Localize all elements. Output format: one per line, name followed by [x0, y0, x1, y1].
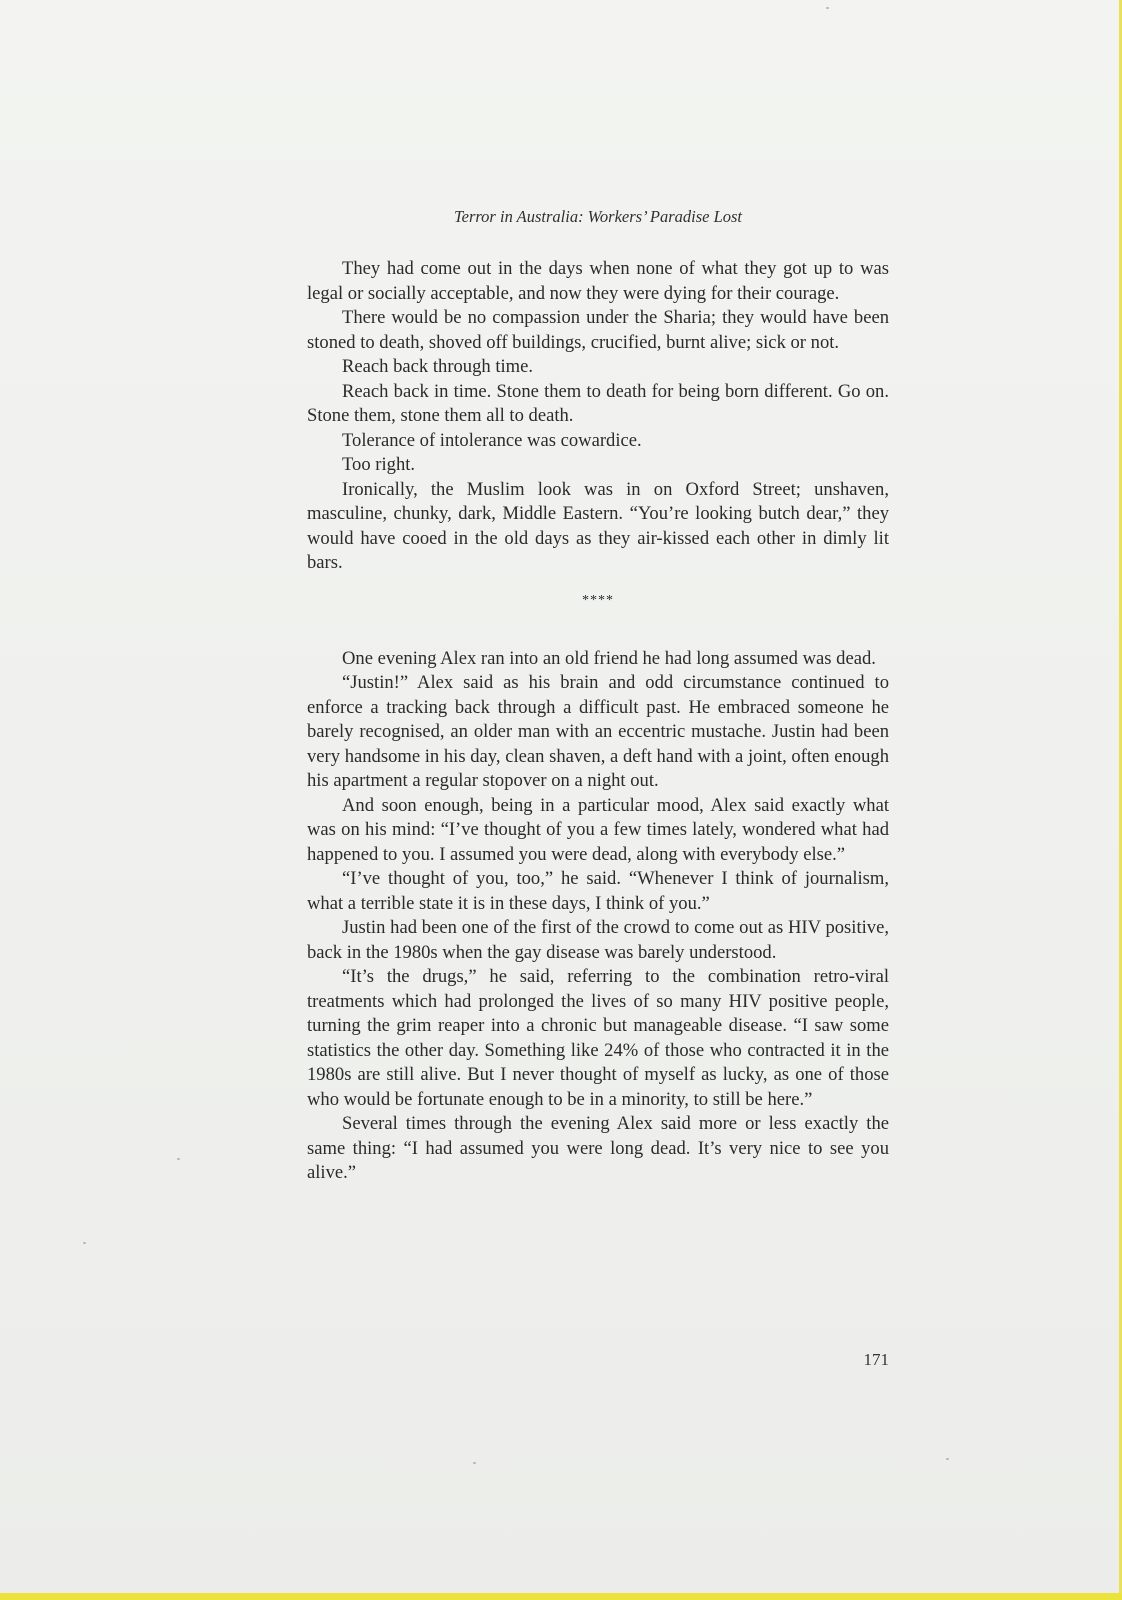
paper-speck: [826, 7, 829, 9]
paragraph: “Justin!” Alex said as his brain and odd circumstance continued to enforce a tracking back through a difficult past. He embraced someone he barely recognised, an older man with an eccentric mustache. Justin had been very handsome in his day, clean shaven, a deft hand with a joint, often enough his apartment a regular stopover on a night out.: [307, 672, 889, 791]
body-text: [307, 257, 889, 1186]
paragraph: Justin had been one of the first of the crowd to come out as HIV positive, back in the 1980s when the gay disease was barely understood.: [307, 917, 889, 963]
paper-speck: [177, 1158, 180, 1160]
paragraph: And soon enough, being in a particular mood, Alex said exactly what was on his mind: “I’ve thought of you a few times lately, wondered what had happened to you. I assumed you were dead, along with everybody else.”: [307, 794, 889, 865]
paper-speck: [473, 1462, 476, 1464]
paper-speck: [83, 1242, 86, 1244]
running-head: Terror in Australia: Workers’ Paradise Lost: [453, 207, 743, 226]
paragraph: Reach back through time.: [342, 356, 534, 377]
paper-speck: [946, 1458, 949, 1460]
paragraph: There would be no compassion under the Sharia; they would have been stoned to death, shoved off buildings, crucified, burnt alive; sick or not.: [307, 307, 889, 353]
paragraph: They had come out in the days when none of what they got up to was legal or socially acceptable, and now they were dying for their courage.: [307, 258, 889, 304]
paragraph: Ironically, the Muslim look was in on Oxford Street; unshaven, masculine, chunky, dark, Middle Eastern. “You’re looking butch dear,” they would have cooed in the old days as they air-kissed each other in dimly lit bars.: [307, 478, 889, 573]
paragraph: One evening Alex ran into an old friend he had long assumed was dead.: [342, 647, 876, 669]
paragraph: “I’ve thought of you, too,” he said. “Whenever I think of journalism, what a terrible state it is in these days, I think of you.”: [307, 868, 889, 914]
paragraph: Tolerance of intolerance was cowardice.: [342, 429, 642, 451]
paragraph: Reach back in time. Stone them to death for being born different. Go on. Stone them, stone them all to death.: [307, 380, 889, 426]
page-edge-bottom: [0, 1593, 1122, 1600]
paragraph: “It’s the drugs,” he said, referring to the combination retro-viral treatments which had prolonged the lives of so many HIV positive people, turning the grim reaper into a chronic but manageable disease. “I saw some statistics the other day. Something like 24% of those who contracted it in the 1980s are still alive. But I never thought of myself as lucky, as one of those who would be fortunate enough to be in a minority, to still be here.”: [307, 966, 889, 1110]
page-number: 171: [863, 1350, 889, 1369]
paragraph: Several times through the evening Alex said more or less exactly the same thing: “I had assumed you were long dead. It’s very nice to see you alive.”: [307, 1113, 889, 1183]
paragraph: Too right.: [342, 454, 416, 475]
section-separator: ****: [582, 592, 614, 608]
